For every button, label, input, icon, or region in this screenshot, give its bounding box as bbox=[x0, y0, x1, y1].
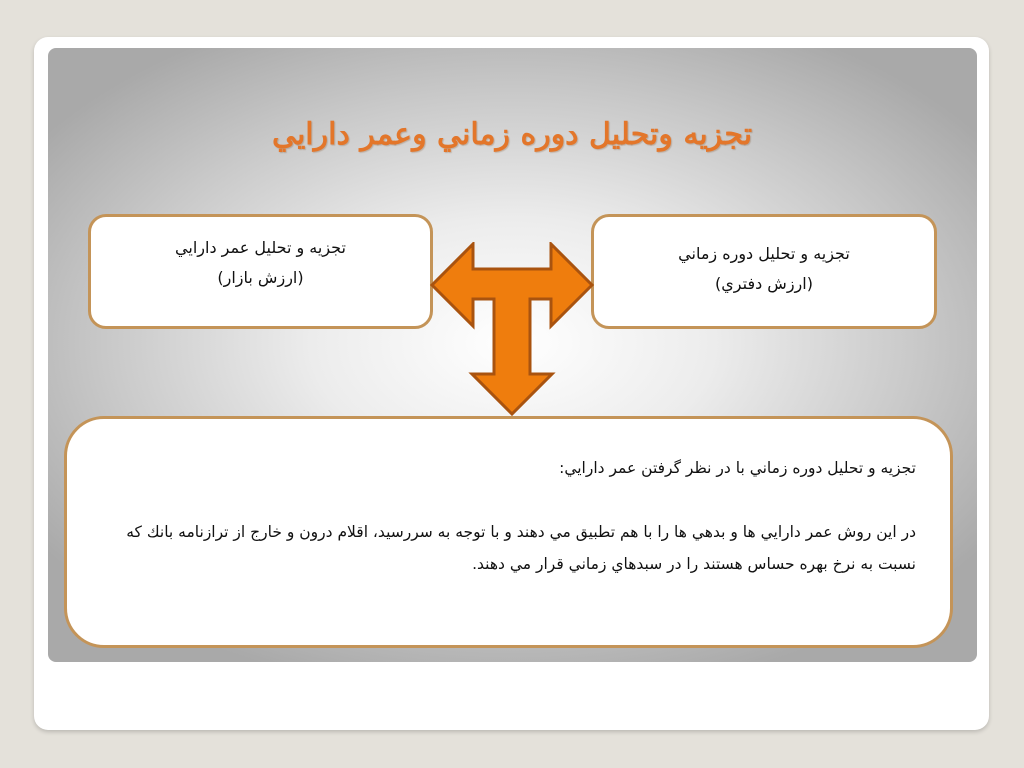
asset-life-analysis-box bbox=[88, 214, 433, 329]
asset-life-analysis-label: تجزيه و تحليل عمر دارايي bbox=[175, 238, 346, 257]
market-value-label: (ارزش بازار) bbox=[217, 268, 304, 287]
book-value-label: (ارزش دفتري) bbox=[715, 274, 813, 293]
slide-title: تجزيه وتحليل دوره زماني وعمر دارايي bbox=[271, 117, 753, 152]
details-heading: تجزيه و تحليل دوره زماني با در نظر گرفتن عمر دارايي: bbox=[559, 459, 916, 477]
time-period-analysis-label: تجزيه و تحليل دوره زماني bbox=[678, 244, 850, 263]
time-period-analysis-box bbox=[591, 214, 937, 329]
details-box bbox=[64, 416, 953, 648]
details-body: در اين روش عمر دارايي ها و بدهي ها را با هم تطبيق مي دهند و با توجه به سررسيد، اقلام درون و خارج از ترازنامه بانك كه نسبت به نرخ بهره حساس هستند را در سبدهاي زماني قرار مي دهند. bbox=[126, 523, 916, 573]
three-way-arrow-shape bbox=[432, 244, 592, 414]
three-way-arrow-icon bbox=[429, 242, 595, 418]
